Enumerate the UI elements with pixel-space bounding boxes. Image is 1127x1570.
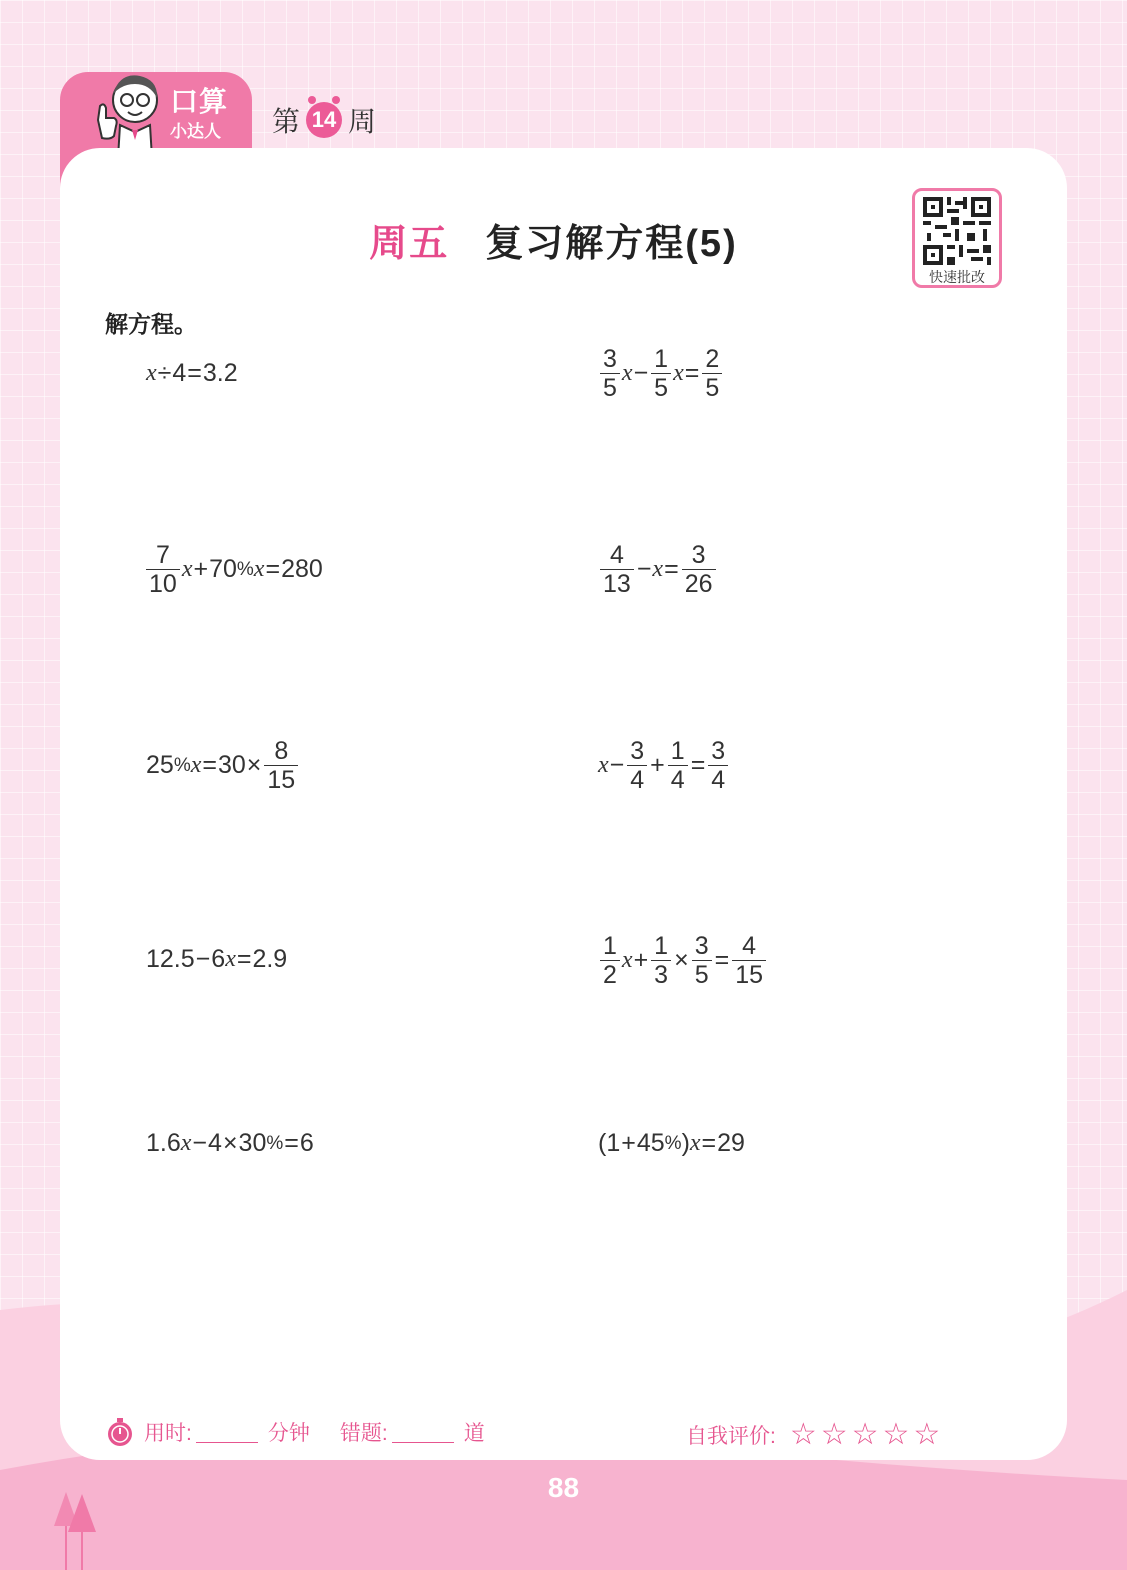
- equation-10: [598, 1129, 745, 1158]
- numerator: 1: [654, 345, 669, 373]
- equals: =: [265, 555, 281, 583]
- page-number: 88: [547, 1472, 580, 1503]
- errors-unit: 道: [463, 1422, 485, 1445]
- number: 3.2: [202, 359, 238, 387]
- equation-2: [598, 345, 724, 402]
- week-suffix: 周: [348, 106, 377, 137]
- numerator: 4: [742, 932, 757, 960]
- number: 70: [209, 555, 237, 583]
- week-number: 14: [306, 102, 342, 138]
- fraction: [600, 932, 620, 989]
- operator: +: [621, 1129, 636, 1157]
- number: 1: [606, 1129, 621, 1157]
- number: 6: [211, 945, 226, 973]
- variable: x: [689, 1130, 701, 1156]
- percent-sign: %: [236, 558, 254, 580]
- operator: +: [193, 555, 209, 583]
- denominator: 15: [732, 960, 766, 989]
- operator: −: [195, 945, 211, 973]
- equation-1: [146, 359, 238, 388]
- operator: +: [633, 946, 649, 974]
- operator: −: [609, 751, 625, 779]
- equals: =: [236, 945, 252, 973]
- time-unit: 分钟: [267, 1422, 310, 1445]
- week-label: [272, 100, 376, 140]
- fraction: [600, 345, 620, 402]
- numerator: 3: [630, 737, 645, 765]
- numerator: 1: [603, 932, 617, 960]
- denominator: 26: [682, 569, 716, 598]
- errors-label: 错题:: [339, 1422, 388, 1445]
- fraction: [668, 737, 688, 794]
- fraction: [692, 932, 712, 989]
- variable: x: [225, 946, 236, 972]
- numerator: 2: [705, 345, 720, 373]
- tree-decoration-icon: [52, 1492, 102, 1570]
- number: 4: [172, 359, 187, 387]
- fraction: [702, 345, 722, 402]
- variable: x: [253, 556, 265, 582]
- title-day: 周五: [369, 223, 450, 265]
- numerator: 8: [274, 737, 289, 765]
- mascot-boy-icon: [80, 70, 170, 160]
- denominator: 4: [708, 765, 728, 794]
- title-topic: 复习解方程(5): [485, 223, 738, 265]
- number: 2.9: [252, 945, 288, 973]
- operator: ×: [674, 946, 689, 974]
- qr-label: 快速批改: [929, 269, 985, 285]
- denominator: 10: [146, 569, 180, 598]
- worksheet-card: [60, 148, 1067, 1460]
- qr-code-icon: [923, 197, 991, 265]
- equals: =: [284, 1129, 299, 1157]
- percent-sign: %: [266, 1132, 284, 1154]
- equals: =: [187, 359, 202, 387]
- denominator: 4: [668, 765, 688, 794]
- variable: x: [673, 360, 684, 386]
- fraction: [708, 737, 728, 794]
- number: 29: [717, 1129, 745, 1157]
- time-label: 用时:: [144, 1422, 192, 1445]
- variable: x: [598, 752, 609, 778]
- denominator: 5: [600, 373, 620, 402]
- equation-3: [144, 541, 323, 598]
- number: 4: [208, 1129, 222, 1157]
- equation-9: [146, 1129, 314, 1158]
- numerator: 3: [694, 932, 709, 960]
- numerator: 3: [603, 345, 617, 373]
- denominator: 4: [627, 765, 647, 794]
- instruction: 解方程。: [105, 311, 197, 337]
- footer-time: [106, 1417, 485, 1447]
- stopwatch-icon: [106, 1417, 134, 1447]
- numerator: 3: [691, 541, 706, 569]
- equation-8: [598, 932, 768, 989]
- numerator: 4: [609, 541, 624, 569]
- self-eval-label: 自我评价:: [686, 1424, 776, 1448]
- operator: −: [192, 1129, 208, 1157]
- numerator: 1: [654, 932, 669, 960]
- number: 12.5: [146, 945, 195, 973]
- operator: ×: [222, 1129, 238, 1157]
- fraction: [600, 541, 634, 598]
- right-paren: ): [681, 1129, 690, 1157]
- operator: −: [636, 555, 652, 583]
- variable: x: [181, 556, 193, 582]
- denominator: 15: [264, 765, 298, 794]
- fraction: [682, 541, 716, 598]
- equation-4: [598, 541, 718, 598]
- fraction: [732, 932, 766, 989]
- number: 6: [299, 1129, 314, 1157]
- left-paren: (: [598, 1129, 607, 1157]
- operator: ÷: [157, 359, 172, 387]
- number: 30: [238, 1129, 267, 1157]
- variable: x: [621, 360, 633, 386]
- denominator: 5: [651, 373, 671, 402]
- equation-6: [598, 737, 730, 794]
- number: 30: [217, 751, 246, 779]
- variable: x: [180, 1130, 192, 1156]
- numerator: 1: [670, 737, 685, 765]
- denominator: 5: [692, 960, 712, 989]
- time-input[interactable]: [196, 1422, 258, 1443]
- percent-sign: %: [664, 1132, 682, 1154]
- fraction: [627, 737, 647, 794]
- denominator: 5: [702, 373, 722, 402]
- variable: x: [652, 556, 664, 582]
- fraction: [264, 737, 298, 794]
- qr-code[interactable]: [912, 188, 1002, 288]
- equals: =: [684, 359, 700, 387]
- fraction: [651, 345, 671, 402]
- operator: ×: [246, 751, 262, 779]
- percent-sign: %: [173, 754, 191, 776]
- equals: =: [701, 1129, 717, 1157]
- badge-title: 口算: [170, 86, 229, 117]
- numerator: 7: [155, 541, 170, 569]
- equals: =: [690, 751, 706, 779]
- equation-5: [146, 737, 300, 794]
- number: 1.6: [146, 1129, 181, 1157]
- fraction: [146, 541, 180, 598]
- equation-7: [146, 945, 287, 974]
- variable: x: [146, 360, 157, 386]
- badge-subtitle: 小达人: [170, 122, 221, 141]
- number: 280: [281, 555, 323, 583]
- number: 45: [636, 1129, 665, 1157]
- numerator: 3: [711, 737, 726, 765]
- variable: x: [621, 947, 633, 973]
- equals: =: [664, 555, 679, 583]
- footer-self-eval: [686, 1417, 944, 1452]
- star-rating[interactable]: ☆☆☆☆☆: [789, 1418, 945, 1451]
- denominator: 2: [600, 960, 620, 989]
- fraction: [651, 932, 671, 989]
- operator: −: [633, 359, 649, 387]
- equals: =: [714, 946, 730, 974]
- variable: x: [190, 752, 202, 778]
- errors-input[interactable]: [392, 1422, 454, 1443]
- denominator: 3: [651, 960, 671, 989]
- number: 25: [146, 751, 174, 779]
- operator: +: [650, 751, 665, 779]
- equals: =: [202, 751, 217, 779]
- week-prefix: 第: [272, 106, 301, 137]
- denominator: 13: [600, 569, 634, 598]
